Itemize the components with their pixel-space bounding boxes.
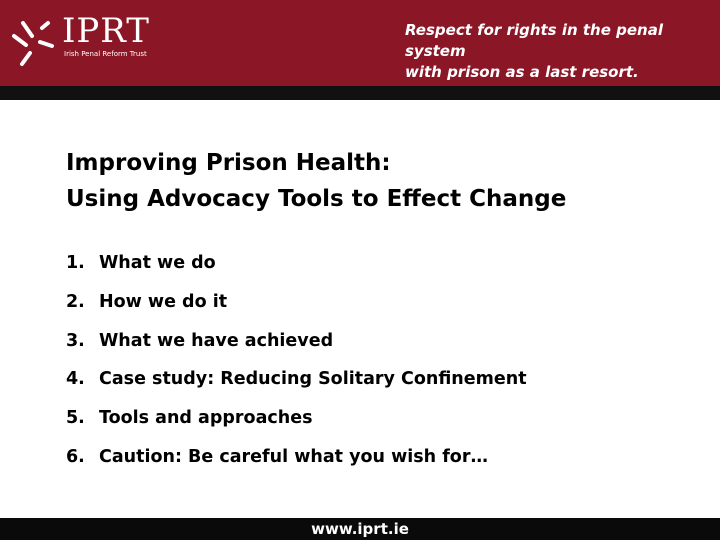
agenda-number: 3. <box>66 330 85 351</box>
logo-subtitle: Irish Penal Reform Trust <box>64 50 147 58</box>
agenda-number: 2. <box>66 291 85 312</box>
slide-title <box>66 145 706 217</box>
agenda-text: What we do <box>99 253 216 273</box>
agenda-text: How we do it <box>99 291 228 312</box>
agenda-text: Caution: Be careful what you wish for… <box>99 446 488 467</box>
agenda-item <box>66 365 527 404</box>
title-line-1: Improving Prison Health: <box>66 150 391 176</box>
agenda-text: Tools and approaches <box>99 408 313 429</box>
logo-wordmark: IPRT <box>62 11 150 51</box>
agenda-item <box>66 327 527 366</box>
footer-bar <box>0 518 720 540</box>
agenda-number: 4. <box>66 369 85 390</box>
tagline-line-2: with prison as a last resort. <box>405 63 639 81</box>
tagline <box>405 20 715 83</box>
tagline-line-1: Respect for rights in the penal system <box>405 21 663 60</box>
agenda-item <box>66 443 527 482</box>
agenda-list <box>66 249 527 482</box>
agenda-item <box>66 404 527 443</box>
agenda-number: 6. <box>66 446 85 467</box>
header-banner <box>0 0 720 86</box>
agenda-item <box>66 249 527 288</box>
title-line-2: Using Advocacy Tools to Effect Change <box>66 186 567 212</box>
footer-url: www.iprt.ie <box>311 520 409 538</box>
agenda-text: What we have achieved <box>99 330 334 351</box>
agenda-number: 1. <box>66 253 85 273</box>
header-stripe <box>0 86 720 100</box>
iprt-star-icon <box>10 20 56 68</box>
agenda-text: Case study: Reducing Solitary Confinement <box>99 369 527 390</box>
agenda-number: 5. <box>66 408 85 429</box>
agenda-item <box>66 288 527 327</box>
